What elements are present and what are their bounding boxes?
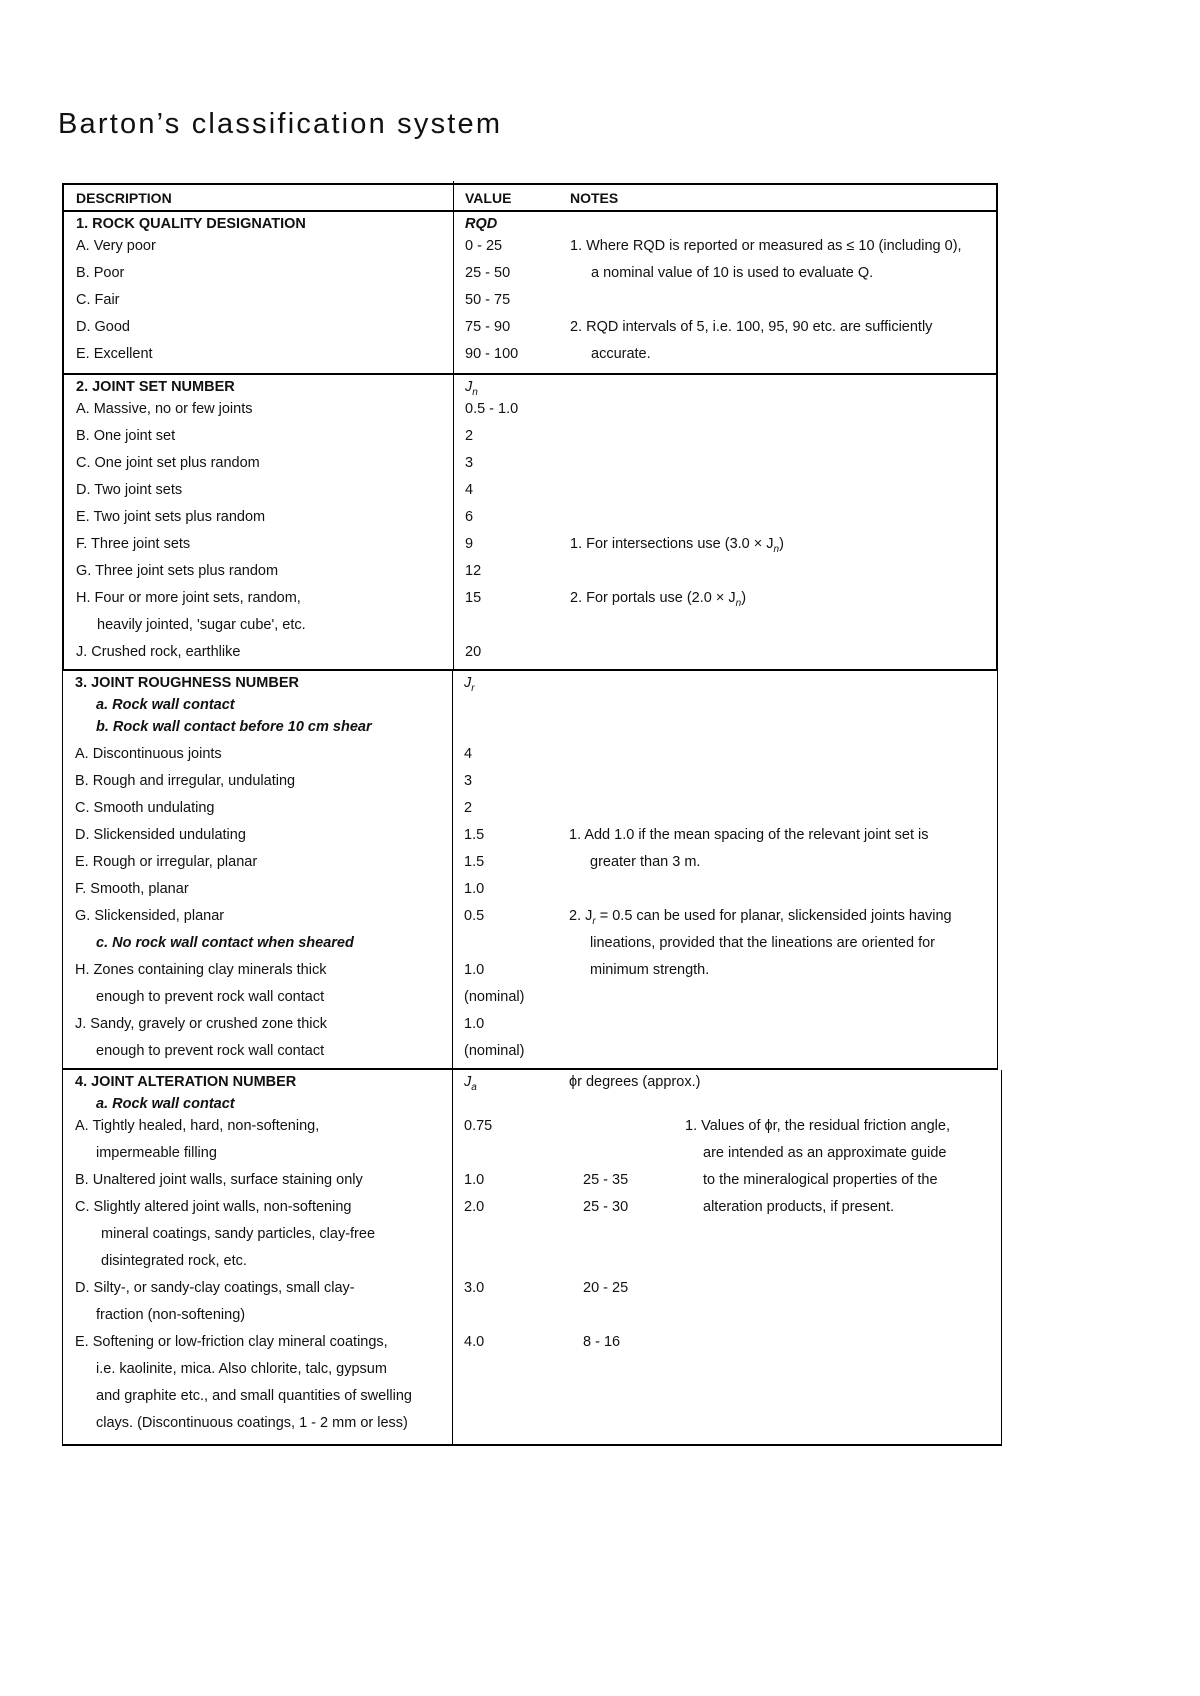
row-description: D. Silty-, or sandy-clay coatings, small clay- <box>75 1280 355 1296</box>
symbol-text: RQD <box>465 216 498 232</box>
row-description: G. Slickensided, planar <box>75 908 225 924</box>
table-row <box>63 850 997 877</box>
table-row <box>64 288 996 315</box>
note-end: ) <box>741 590 747 606</box>
table-row <box>64 261 996 288</box>
row-value: 9 <box>465 536 474 552</box>
note-sub: n <box>773 543 780 555</box>
section-joint-set-number <box>62 375 998 671</box>
row-value: 0.5 <box>464 908 485 924</box>
table-row <box>64 342 996 369</box>
row-note: to the mineralogical properties of the <box>703 1172 938 1188</box>
table-row <box>64 505 996 532</box>
row-description: A. Massive, no or few joints <box>76 401 253 417</box>
section-heading-row <box>63 1070 1001 1092</box>
row-note: alteration products, if present. <box>703 1199 895 1215</box>
row-description: J. Sandy, gravely or crushed zone thick <box>75 1016 327 1032</box>
row-description: and graphite etc., and small quantities of swelling <box>96 1388 412 1404</box>
note-text: 2. For portals use (2.0 × J <box>570 590 736 606</box>
table-row <box>63 1411 1001 1438</box>
row-value: 3.0 <box>464 1280 485 1296</box>
symbol-subscript: a <box>471 1081 477 1093</box>
row-note <box>570 536 784 555</box>
row-value: 2 <box>465 428 474 444</box>
row-description: E. Two joint sets plus random <box>76 509 266 525</box>
row-description: H. Zones containing clay minerals thick <box>75 962 327 978</box>
row-note <box>569 854 700 870</box>
row-value: 2.0 <box>464 1199 485 1215</box>
subheading-a: a. Rock wall contact <box>96 1096 235 1112</box>
row-note <box>570 319 932 335</box>
row-value: 0.5 - 1.0 <box>465 401 519 417</box>
row-phi: 25 - 35 <box>583 1172 629 1188</box>
row-note <box>570 238 962 254</box>
note-sub: n <box>735 597 742 609</box>
row-note: are intended as an approximate guide <box>703 1145 947 1161</box>
row-value: 4.0 <box>464 1334 485 1350</box>
classification-table <box>62 183 998 1446</box>
section-heading-row <box>64 212 996 234</box>
row-description: B. Unaltered joint walls, surface staining only <box>75 1172 363 1188</box>
row-description: F. Smooth, planar <box>75 881 189 897</box>
row-phi: 25 - 30 <box>583 1199 629 1215</box>
row-value: 20 <box>465 644 482 660</box>
table-row <box>63 1303 1001 1330</box>
table-row <box>63 823 997 850</box>
table-row <box>63 1195 1001 1222</box>
table-row <box>63 1276 1001 1303</box>
row-description: E. Excellent <box>76 346 153 362</box>
row-description: J. Crushed rock, earthlike <box>76 644 241 660</box>
row-description: c. No rock wall contact when sheared <box>96 935 354 951</box>
note-end: ) <box>779 536 784 552</box>
table-row <box>63 1012 997 1039</box>
column-divider <box>452 1070 453 1444</box>
row-description: B. One joint set <box>76 428 176 444</box>
row-value: (nominal) <box>464 989 525 1005</box>
row-note <box>569 935 935 951</box>
note-text: a nominal value of 10 is used to evaluate Q. <box>591 265 874 281</box>
row-value: 6 <box>465 509 474 525</box>
note-text: greater than 3 m. <box>590 854 701 870</box>
row-note: 1. Values of ϕr, the residual friction angle, <box>685 1118 950 1134</box>
row-value: 15 <box>465 590 482 606</box>
row-value: 1.0 <box>464 962 485 978</box>
column-divider <box>452 671 453 1068</box>
row-value: 90 - 100 <box>465 346 519 362</box>
row-note <box>570 590 746 609</box>
column-divider <box>453 212 454 373</box>
row-value: 1.0 <box>464 1016 485 1032</box>
row-description: fraction (non-softening) <box>96 1307 246 1323</box>
table-row <box>63 769 997 796</box>
table-row <box>64 424 996 451</box>
row-value: 1.0 <box>464 1172 485 1188</box>
row-description: mineral coatings, sandy particles, clay-free <box>101 1226 376 1242</box>
row-note <box>569 908 952 927</box>
row-value: 2 <box>464 800 473 816</box>
row-value: 3 <box>465 455 474 471</box>
page-title: Barton’s classification system <box>58 108 503 140</box>
table-row <box>63 1357 1001 1384</box>
table-row <box>64 586 996 613</box>
row-description: enough to prevent rock wall contact <box>96 989 325 1005</box>
table-row <box>63 1141 1001 1168</box>
row-description: D. Two joint sets <box>76 482 183 498</box>
table-row <box>64 315 996 342</box>
symbol-letter: J <box>464 675 472 691</box>
section-symbol <box>464 1074 477 1093</box>
note-prefix-sub: r <box>592 915 596 927</box>
section-heading: 1. ROCK QUALITY DESIGNATION <box>76 216 306 232</box>
row-value: 4 <box>465 482 474 498</box>
symbol <box>464 1074 477 1093</box>
subheading-row <box>63 715 997 742</box>
note-prefix-text: 2. J <box>569 908 593 924</box>
column-divider <box>453 375 454 669</box>
row-description: F. Three joint sets <box>76 536 191 552</box>
table-row <box>64 559 996 586</box>
note-text: minimum strength. <box>590 962 710 978</box>
section-heading-row <box>63 671 997 693</box>
note-text: accurate. <box>591 346 651 362</box>
table-row <box>63 1384 1001 1411</box>
table-row <box>64 532 996 559</box>
header-description: DESCRIPTION <box>76 190 172 206</box>
note-text: lineations, provided that the lineations are oriented for <box>590 935 935 951</box>
table-row <box>63 796 997 823</box>
row-note <box>569 962 709 978</box>
table-row <box>63 958 997 985</box>
row-value: 25 - 50 <box>465 265 511 281</box>
table-row <box>63 1249 1001 1276</box>
row-description: C. Fair <box>76 292 120 308</box>
row-description: A. Discontinuous joints <box>75 746 222 762</box>
row-value: 50 - 75 <box>465 292 511 308</box>
table-row <box>64 451 996 478</box>
row-description: C. Slightly altered joint walls, non-softening <box>75 1199 352 1215</box>
row-description: C. One joint set plus random <box>76 455 260 471</box>
row-phi: 8 - 16 <box>583 1334 621 1350</box>
row-description: E. Softening or low-friction clay mineral coatings, <box>75 1334 388 1350</box>
row-description: heavily jointed, 'sugar cube', etc. <box>97 617 306 633</box>
symbol-subscript: n <box>472 386 478 398</box>
table-row <box>63 742 997 769</box>
table-row <box>63 1114 1001 1141</box>
row-value: 12 <box>465 563 482 579</box>
row-note <box>569 827 929 843</box>
row-description: enough to prevent rock wall contact <box>96 1043 325 1059</box>
row-value: 1.5 <box>464 854 485 870</box>
table-row <box>63 1039 997 1066</box>
row-description: C. Smooth undulating <box>75 800 215 816</box>
row-value: 0 - 25 <box>465 238 503 254</box>
row-value: 0.75 <box>464 1118 493 1134</box>
row-description: D. Good <box>76 319 130 335</box>
table-row <box>64 397 996 424</box>
section-rqd <box>62 212 998 375</box>
table-row <box>63 1168 1001 1195</box>
symbol-subscript: r <box>471 682 475 694</box>
section-symbol <box>465 379 478 398</box>
table-row <box>63 1330 1001 1357</box>
row-value: 75 - 90 <box>465 319 511 335</box>
section-joint-roughness-number <box>62 671 998 1070</box>
symbol <box>465 379 478 398</box>
subheading-row <box>63 693 997 715</box>
subheading-b: b. Rock wall contact before 10 cm shear <box>96 719 372 735</box>
table-row <box>64 640 996 667</box>
row-note <box>570 265 873 281</box>
table-row <box>64 234 996 261</box>
row-value: (nominal) <box>464 1043 525 1059</box>
table-row <box>63 931 997 958</box>
table-row <box>63 904 997 931</box>
symbol <box>464 675 475 694</box>
row-description: impermeable filling <box>96 1145 217 1161</box>
row-description: B. Rough and irregular, undulating <box>75 773 296 789</box>
row-phi: 20 - 25 <box>583 1280 629 1296</box>
section-joint-alteration-number <box>62 1070 1002 1446</box>
phi-header: ϕr degrees (approx.) <box>569 1074 701 1090</box>
header-value: VALUE <box>465 190 512 206</box>
row-description: A. Tightly healed, hard, non-softening, <box>75 1118 320 1134</box>
subheading-row <box>63 1092 1001 1114</box>
table-row <box>64 478 996 505</box>
row-description: E. Rough or irregular, planar <box>75 854 258 870</box>
row-note <box>570 346 651 362</box>
symbol-letter: J <box>464 1074 472 1090</box>
row-value: 1.0 <box>464 881 485 897</box>
note-text: 2. RQD intervals of 5, i.e. 100, 95, 90 etc. are sufficiently <box>570 319 933 335</box>
section-symbol <box>465 216 497 232</box>
note-text: 1. Where RQD is reported or measured as ≤ 10 (including 0), <box>570 238 962 254</box>
symbol-letter: J <box>465 379 473 395</box>
note-text: 1. For intersections use (3.0 × J <box>570 536 774 552</box>
note-text: 1. Add 1.0 if the mean spacing of the relevant joint set is <box>569 827 929 843</box>
table-header <box>62 183 998 212</box>
row-description: A. Very poor <box>76 238 156 254</box>
section-heading: 3. JOINT ROUGHNESS NUMBER <box>75 675 299 691</box>
row-value: 4 <box>464 746 473 762</box>
row-description: B. Poor <box>76 265 125 281</box>
section-heading: 4. JOINT ALTERATION NUMBER <box>75 1074 297 1090</box>
row-description: i.e. kaolinite, mica. Also chlorite, talc, gypsum <box>96 1361 387 1377</box>
table-row <box>63 1222 1001 1249</box>
row-value: 1.5 <box>464 827 485 843</box>
note-text: = 0.5 can be used for planar, slickensided joints having <box>599 908 952 924</box>
row-description: H. Four or more joint sets, random, <box>76 590 301 606</box>
section-symbol <box>464 675 475 694</box>
table-row <box>63 985 997 1012</box>
section-heading: 2. JOINT SET NUMBER <box>76 379 235 395</box>
section-heading-row <box>64 375 996 397</box>
column-divider <box>453 181 454 212</box>
header-notes: NOTES <box>570 190 619 206</box>
row-value: 3 <box>464 773 473 789</box>
table-row <box>64 613 996 640</box>
table-row <box>63 877 997 904</box>
row-description: G. Three joint sets plus random <box>76 563 279 579</box>
row-description: D. Slickensided undulating <box>75 827 246 843</box>
row-description: disintegrated rock, etc. <box>101 1253 247 1269</box>
subheading-a: a. Rock wall contact <box>96 697 235 713</box>
row-description: clays. (Discontinuous coatings, 1 - 2 mm or less) <box>96 1415 408 1431</box>
